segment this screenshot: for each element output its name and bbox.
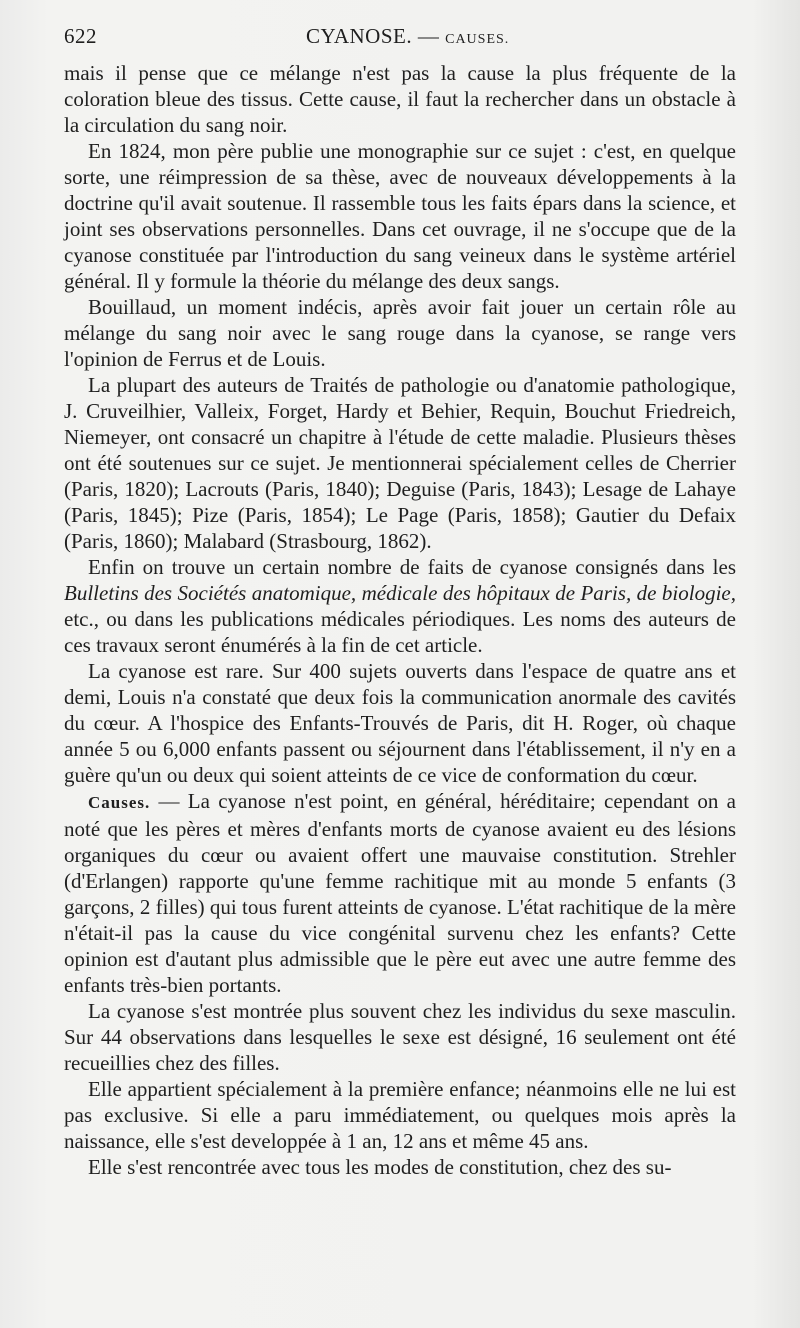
paragraph-continuation: mais il pense que ce mélange n'est pas la cause la plus fréquente de la coloration bleue des tissus. Cette cause, il faut la rechercher dans un obstacle à la circulation du sang noir. [64,61,736,137]
bulletins-italic-title: Bulletins des Sociétés anatomique, médicale des hôpitaux de Paris, de biologie, [64,581,736,605]
running-header [64,24,730,54]
causes-text: — La cyanose n'est point, en général, héréditaire; cependant on a noté que les pères et mères d'enfants morts de cyanose avaient eu des lésions organiques du cœur ou avaient offert une mauvaise constitution. Strehler (d'Erlangen) rapporte qu'une femme rachitique mit au monde 5 enfants (3 garçons, 2 filles) qui tous furent atteints de cyanose. L'état rachitique de la mère n'était-il pas la cause du vice congénital survenu chez les enfants? Cette opinion est d'autant plus admissible que le père eut avec une autre femme des enfants très-bien portants. [64,789,736,997]
paragraph-causes [64,788,736,998]
paragraph-rarity: La cyanose est rare. Sur 400 sujets ouverts dans l'espace de quatre ans et demi, Louis n'a constaté que deux fois la communication anormale des cavités du cœur. A l'hospice des Enfants-Trouvés de Paris, dit H. Roger, où chaque année 5 ou 6,000 enfants passent ou séjournent dans l'établissement, il n'y en a guère qu'un ou deux qui soient atteints de ce vice de conformation du cœur. [64,659,736,787]
page-number: 622 [64,24,97,48]
bulletins-text-a: Enfin on trouve un certain nombre de faits de cyanose consignés dans les [88,555,736,579]
running-title [306,24,509,49]
causes-heading: Causes. [88,793,151,812]
title-dash: — [412,24,446,48]
section-title: CAUSES. [445,32,510,47]
paragraph-authors-theses: La plupart des auteurs de Traités de pathologie ou d'anatomie pathologique, J. Cruveilhier, Valleix, Forget, Hardy et Behier, Requin, Bouchut Friedreich, Niemeyer, ont consacré un chapitre à l'étude de cette maladie. Plusieurs thèses ont été soutenues sur ce sujet. Je mentionnerai spécialement celles de Cherrier (Paris, 1820); Lacrouts (Paris, 1840); Deguise (Paris, 1843); Lesage de Lahaye (Paris, 1845); Pize (Paris, 1854); Le Page (Paris, 1858); Gautier du Defaix (Paris, 1860); Malabard (Strasbourg, 1862). [64,373,736,553]
paragraph-monograph-1824: En 1824, mon père publie une monographie sur ce sujet : c'est, en quelque sorte, une réimpression de sa thèse, avec de nouveaux développements à la doctrine qu'il avait soutenue. Il rassemble tous les faits épars dans la science, et joint ses observations personnelles. Dans cet ouvrage, il ne s'occupe que de la cyanose constituée par l'introduction du sang veineux dans le système artériel général. Il y formule la théorie du mélange des deux sangs. [64,139,736,293]
paragraph-constitution: Elle s'est rencontrée avec tous les modes de constitution, chez des su- [88,1155,672,1179]
paragraph-bouillaud: Bouillaud, un moment indécis, après avoir fait jouer un certain rôle au mélange du sang noir avec le sang rouge dans la cyanose, se range vers l'opinion de Ferrus et de Louis. [64,295,736,371]
chapter-title: CYANOSE. [306,24,413,48]
paragraph-bulletins [64,554,736,658]
paragraph-sex: La cyanose s'est montrée plus souvent chez les individus du sexe masculin. Sur 44 observations dans lesquelles le sexe est désigné, 16 seulement ont été recueillies chez des filles. [64,999,736,1075]
bulletins-text-b: etc., ou dans les publications médicales périodiques. Les noms des auteurs de ces travaux seront énumérés à la fin de cet article. [64,607,736,657]
body-text [64,60,736,1180]
paragraph-age: Elle appartient spécialement à la première enfance; néanmoins elle ne lui est pas exclusive. Si elle a paru immédiatement, ou quelques mois après la naissance, elle s'est developpée à 1 an, 12 ans et même 45 ans. [64,1077,736,1153]
